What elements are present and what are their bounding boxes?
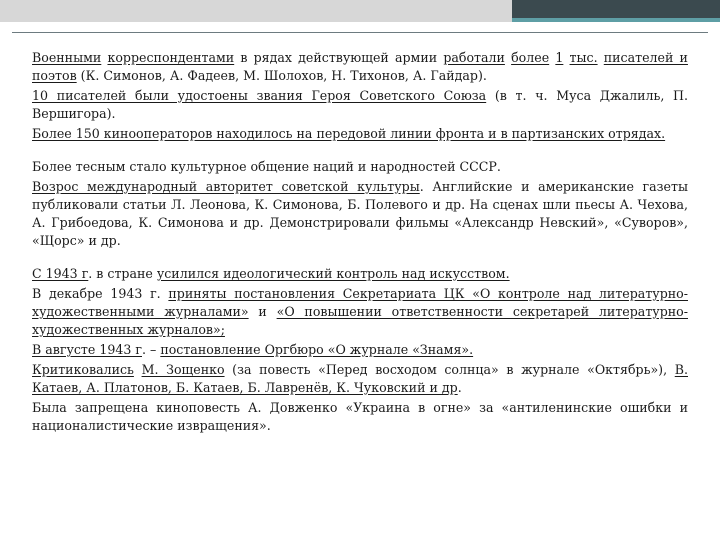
paragraph (32, 87, 688, 123)
paragraph (32, 361, 688, 397)
paragraph-spacer (32, 145, 688, 158)
text-run: . – (142, 342, 161, 357)
underlined-text: корреспондентами (107, 50, 235, 65)
underlined-text: более (511, 50, 550, 65)
underlined-text: «О повышении ответственности секретарей литературно-художественных журналов»; (32, 304, 688, 337)
underlined-text: Возрос международный авторитет советской культуры (32, 179, 420, 194)
underlined-text: писателей и поэтов (32, 50, 688, 83)
text-run: (за повесть «Перед восходом солнца» в журнале «Октябрь»), (224, 362, 675, 377)
underlined-text: Военными (32, 50, 102, 65)
underlined-text: В. Катаев, А. Платонов, Б. Катаев, Б. Лавренёв, К. Чуковский и др (32, 362, 688, 395)
underlined-text: тыс. (569, 50, 598, 65)
underlined-text: работали (443, 50, 505, 65)
paragraph (32, 341, 688, 359)
underlined-text: приняты постановления Секретариата ЦК «О контроле над литературно-художественными журналами» (32, 286, 688, 319)
paragraph (32, 125, 688, 143)
underlined-text: 1 (555, 50, 564, 65)
paragraph (32, 178, 688, 250)
text-run: Была запрещена киноповесть А. Довженко «Украина в огне» за «антиленинские ошибки и националистические извращения». (32, 400, 688, 433)
top-decor-bar (0, 0, 720, 22)
text-run: (в т. ч. Муса Джалиль, П. Вершигора). (32, 88, 689, 121)
underlined-text: усилился идеологический контроль над искусством. (156, 266, 510, 281)
text-run: . (457, 380, 462, 395)
underlined-text: постановление Оргбюро «О журнале «Знамя». (160, 342, 474, 357)
text-run: в рядах действующей армии (234, 50, 444, 65)
text-run: . в стране (88, 266, 157, 281)
underlined-text: В августе 1943 г (32, 342, 142, 357)
paragraph (32, 158, 688, 176)
paragraph (32, 265, 688, 283)
paragraph (32, 49, 688, 85)
text-run: . Английские и американские газеты публиковали статьи Л. Леонова, К. Симонова, Б. Полевого и др. На сценах шли пьесы А. Чехова, А. Грибоедова, К. Симонова и др. Демонстрировали фильмы «Александр Невский», «Суворов», «Щорс» и др. (32, 179, 688, 248)
paragraph (32, 399, 688, 435)
text-run: (К. Симонов, А. Фадеев, М. Шолохов, Н. Тихонов, А. Гайдар). (76, 68, 487, 83)
paragraph-spacer (32, 252, 688, 265)
header-divider (12, 32, 708, 33)
paragraph (32, 285, 688, 339)
text-run (134, 362, 142, 377)
underlined-text: Критиковались (32, 362, 134, 377)
underlined-text: М. Зощенко (141, 362, 225, 377)
underlined-text: 10 писателей были удостоены звания Героя Советского Союза (32, 88, 487, 103)
text-run: В декабре 1943 г. (32, 286, 169, 301)
text-run: Более тесным стало культурное общение наций и народностей СССР. (32, 159, 501, 174)
slide-body (32, 49, 688, 437)
underlined-text: Более 150 кинооператоров находилось на передовой линии фронта и в партизанских отрядах. (32, 126, 666, 141)
text-run: и (248, 304, 277, 319)
top-decor-accent-stripe (512, 18, 720, 22)
underlined-text: С 1943 г (32, 266, 89, 281)
